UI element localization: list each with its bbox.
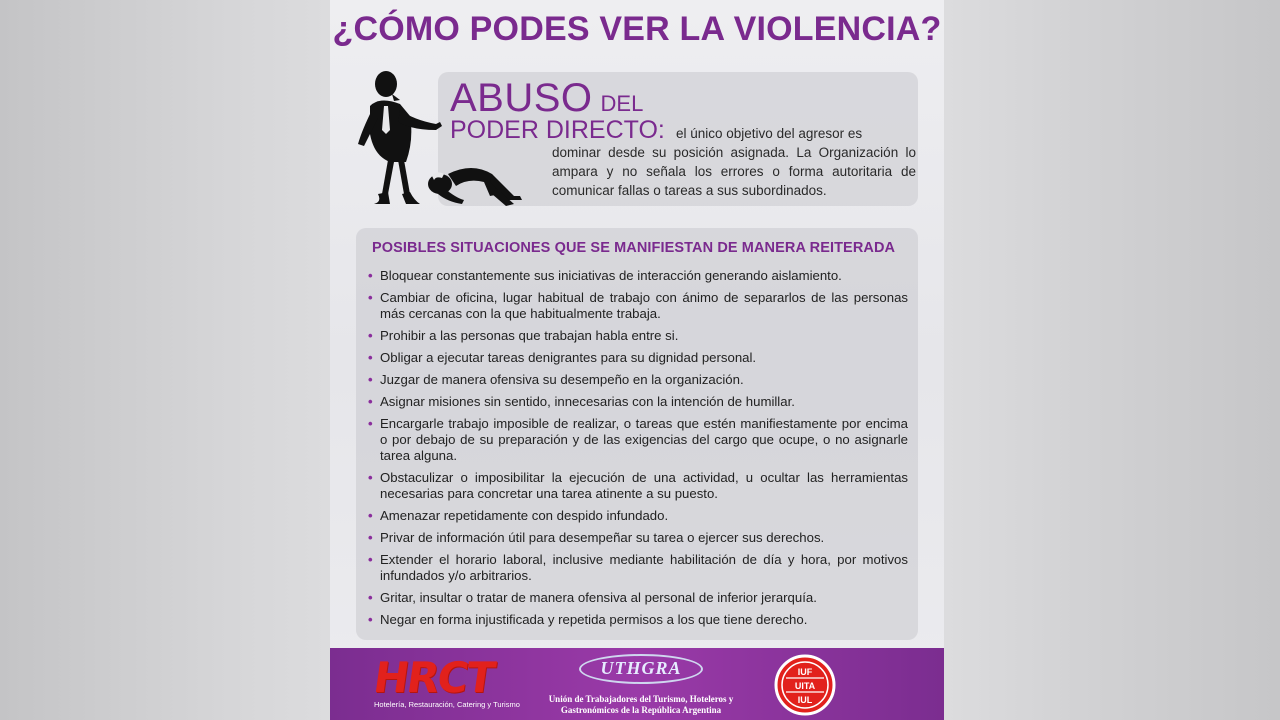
list-item: • Bloquear constantemente sus iniciativas de interacción generando aislamiento.	[368, 268, 908, 284]
page-title: ¿CÓMO PODES VER LA VIOLENCIA?	[332, 10, 942, 48]
iuf-text-1: IUF	[797, 667, 813, 677]
hrct-logo	[370, 653, 524, 709]
hrct-tagline: Hotelería, Restauración, Catering y Turismo	[374, 700, 520, 709]
list-item: • Obligar a ejecutar tareas denigrantes para su dignidad personal.	[368, 350, 908, 366]
iuf-logo	[772, 654, 838, 716]
del-word: DEL	[600, 91, 644, 116]
uthgra-ring	[579, 654, 703, 684]
list-item: • Privar de información útil para desempeñar su tarea o ejercer sus derechos.	[368, 530, 908, 546]
background-left	[0, 0, 330, 720]
list-item: • Amenazar repetidamente con despido infundado.	[368, 508, 908, 524]
list-item: • Encargarle trabajo imposible de realizar, o tareas que estén manifiestamente por encima o por debajo de su preparación y de las exigencias del cargo que ocupe, o no asignarle tarea alguna.	[368, 416, 908, 464]
uthgra-logo	[546, 654, 736, 716]
poster	[330, 0, 944, 720]
list-item: • Extender el horario laboral, inclusive mediante habilitación de día y hora, por motivos infundados y/o arbitrarios.	[368, 552, 908, 584]
bowing-man-icon	[428, 168, 522, 206]
abuse-word: ABUSO	[450, 76, 593, 120]
list-item: • Obstaculizar o imposibilitar la ejecución de una actividad, u ocultar las herramientas necesarias para concretar una tarea atinente a su puesto.	[368, 470, 908, 502]
iuf-text-2: UITA	[794, 681, 816, 691]
list-item: • Cambiar de oficina, lugar habitual de trabajo con ánimo de separarlos de las personas más cercanas con la que habitualmente trabaja.	[368, 290, 908, 322]
situations-list	[368, 268, 908, 634]
abuse-subheading: PODER DIRECTO:	[450, 116, 665, 144]
list-item: • Juzgar de manera ofensiva su desempeño en la organización.	[368, 372, 908, 388]
iuf-text-3: IUL	[797, 695, 813, 705]
uthgra-name-line2: Gastronómicos de la República Argentina	[560, 705, 722, 715]
footer	[330, 648, 944, 720]
list-item: • Gritar, insultar o tratar de manera ofensiva al personal de inferior jerarquía.	[368, 590, 908, 606]
uthgra-name-line1: Unión de Trabajadores del Turismo, Hoteleros y	[548, 694, 734, 704]
hrct-logo-text: HRCT	[370, 653, 497, 702]
background-right	[944, 0, 1280, 720]
abuse-body: dominar desde su posición asignada. La Organización lo ampara y no señala los errores o forma autoritaria de comunicar fallas o tareas a sus subordinados.	[552, 145, 916, 198]
situations-title: POSIBLES SITUACIONES QUE SE MANIFIESTAN DE MANERA REITERADA	[372, 240, 896, 256]
list-item: • Negar en forma injustificada y repetida permisos a los que tiene derecho.	[368, 612, 908, 628]
abuse-lead: el único objetivo del agresor es	[676, 126, 863, 141]
uthgra-name	[546, 694, 736, 716]
uthgra-logo-text: UTHGRA	[600, 658, 682, 678]
list-item: • Prohibir a las personas que trabajan habla entre si.	[368, 328, 908, 344]
list-item: • Asignar misiones sin sentido, innecesarias con la intención de humillar.	[368, 394, 908, 410]
abuse-heading	[450, 76, 643, 121]
